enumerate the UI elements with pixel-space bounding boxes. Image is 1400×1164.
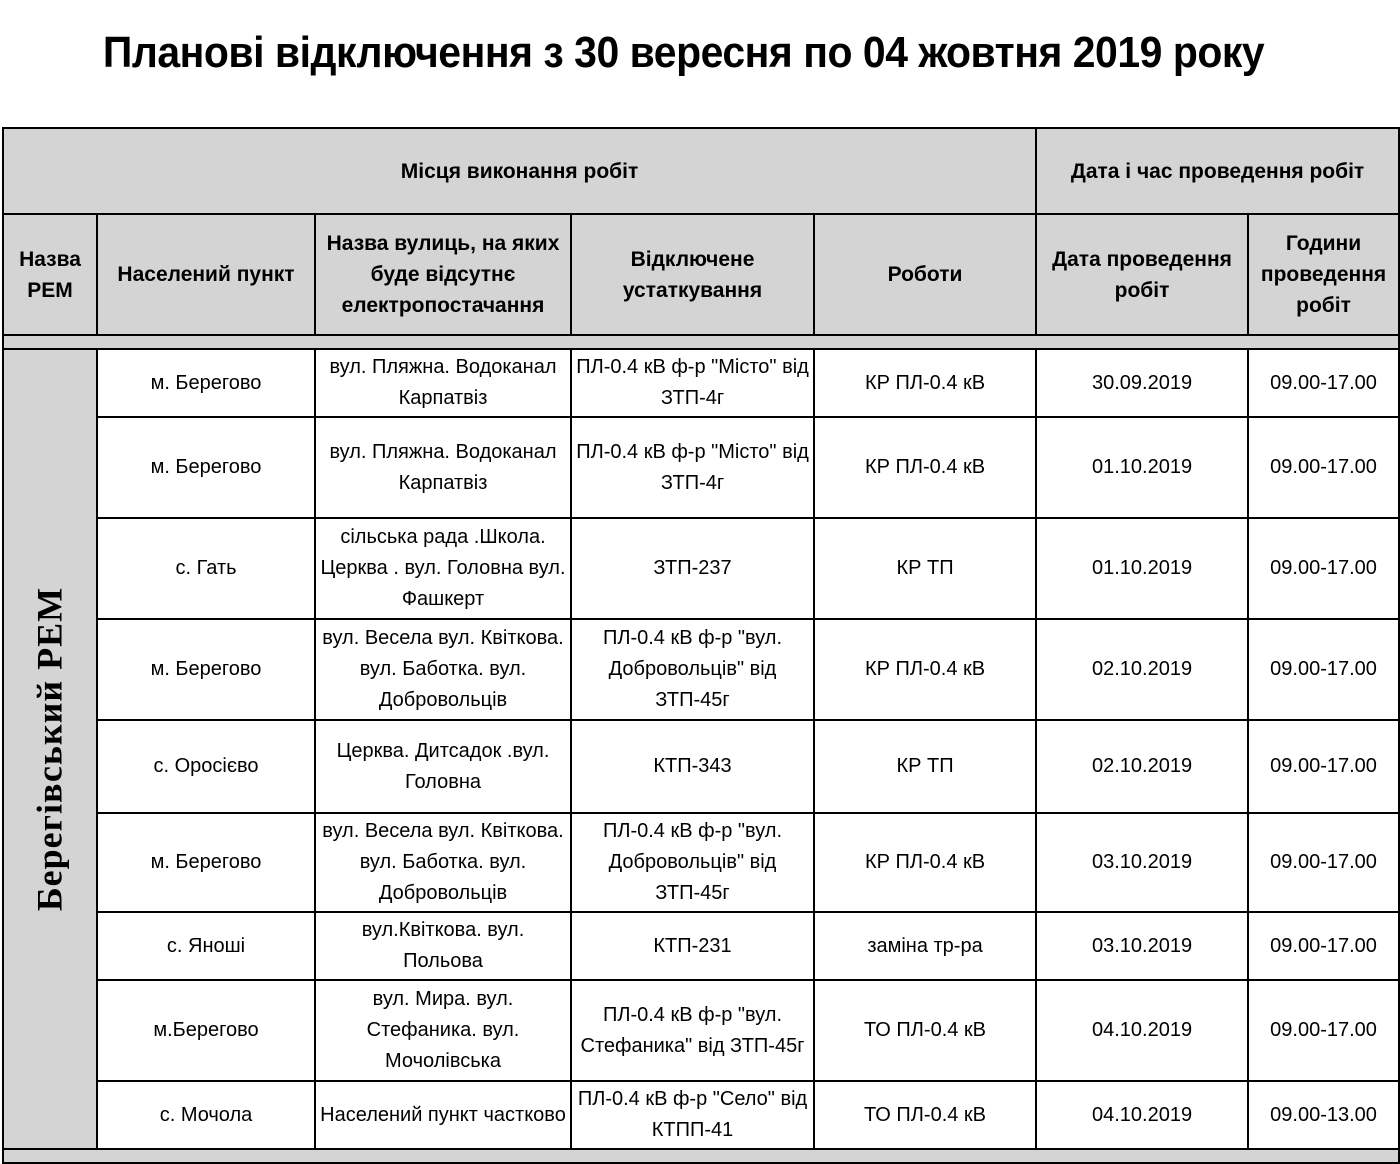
footer-row [3, 1149, 1399, 1163]
cell-streets: вул. Пляжна. Водоканал Карпатвіз [315, 417, 571, 518]
cell-date: 02.10.2019 [1036, 720, 1248, 813]
col-date-header: Дата проведення робіт [1036, 214, 1248, 335]
cell-equipment: ПЛ-0.4 кВ ф-р "вул. Добровольців" від ЗТП-45г [571, 619, 814, 720]
cell-works: КР ПЛ-0.4 кВ [814, 417, 1036, 518]
cell-settlement: с. Мочола [97, 1081, 315, 1149]
table-row [3, 1081, 1399, 1149]
cell-equipment: ПЛ-0.4 кВ ф-р "Село" від КТПП-41 [571, 1081, 814, 1149]
cell-equipment: ПЛ-0.4 кВ ф-р "Місто" від ЗТП-4г [571, 417, 814, 518]
cell-hours: 09.00-17.00 [1248, 912, 1399, 980]
page-title: Планові відключення з 30 вересня по 04 жовтня 2019 року [102, 28, 1265, 77]
cell-equipment: КТП-343 [571, 720, 814, 813]
cell-streets: вул. Весела вул. Квіткова. вул. Баботка. вул. Добровольців [315, 813, 571, 912]
cell-streets: вул. Весела вул. Квіткова. вул. Баботка. вул. Добровольців [315, 619, 571, 720]
rem-name-cell [3, 349, 97, 1149]
cell-streets: Церква. Дитсадок .вул. Головна [315, 720, 571, 813]
cell-date: 03.10.2019 [1036, 813, 1248, 912]
cell-works: КР ПЛ-0.4 кВ [814, 619, 1036, 720]
cell-hours: 09.00-17.00 [1248, 518, 1399, 619]
table-row [3, 980, 1399, 1081]
cell-settlement: с. Яноші [97, 912, 315, 980]
cell-hours: 09.00-17.00 [1248, 813, 1399, 912]
cell-works: ТО ПЛ-0.4 кВ [814, 1081, 1036, 1149]
outage-schedule-table [2, 127, 1400, 1164]
cell-works: КР ТП [814, 720, 1036, 813]
cell-works: ТО ПЛ-0.4 кВ [814, 980, 1036, 1081]
rem-name: Берегівський РЕМ [29, 586, 70, 912]
col-works-header: Роботи [814, 214, 1036, 335]
cell-date: 03.10.2019 [1036, 912, 1248, 980]
cell-hours: 09.00-13.00 [1248, 1081, 1399, 1149]
table-row [3, 349, 1399, 417]
header-group-row [3, 128, 1399, 214]
table-row [3, 813, 1399, 912]
col-equipment-header: Відключене устаткування [571, 214, 814, 335]
cell-streets: Населений пункт частково [315, 1081, 571, 1149]
cell-streets: вул. Пляжна. Водоканал Карпатвіз [315, 349, 571, 417]
col-hours-header: Години проведення робіт [1248, 214, 1399, 335]
cell-settlement: с. Гать [97, 518, 315, 619]
cell-settlement: м. Берегово [97, 619, 315, 720]
cell-hours: 09.00-17.00 [1248, 619, 1399, 720]
cell-equipment: ПЛ-0.4 кВ ф-р "вул. Добровольців" від ЗТП-45г [571, 813, 814, 912]
cell-date: 04.10.2019 [1036, 980, 1248, 1081]
cell-works: КР ПЛ-0.4 кВ [814, 349, 1036, 417]
cell-equipment: ЗТП-237 [571, 518, 814, 619]
col-settlement-header: Населений пункт [97, 214, 315, 335]
header-datetime: Дата і час проведення робіт [1036, 128, 1399, 214]
cell-settlement: м. Берегово [97, 813, 315, 912]
table-row [3, 518, 1399, 619]
cell-streets: вул.Квіткова. вул. Польова [315, 912, 571, 980]
cell-works: КР ПЛ-0.4 кВ [814, 813, 1036, 912]
col-rem-header: Назва РЕМ [3, 214, 97, 335]
table-row [3, 912, 1399, 980]
cell-streets: вул. Мира. вул. Стефаника. вул. Мочолівська [315, 980, 571, 1081]
cell-hours: 09.00-17.00 [1248, 980, 1399, 1081]
cell-equipment: ПЛ-0.4 кВ ф-р "Місто" від ЗТП-4г [571, 349, 814, 417]
cell-works: КР ТП [814, 518, 1036, 619]
table-row [3, 417, 1399, 518]
table-row [3, 720, 1399, 813]
cell-streets: сільська рада .Школа. Церква . вул. Головна вул. Фашкерт [315, 518, 571, 619]
cell-equipment: ПЛ-0.4 кВ ф-р "вул. Стефаника" від ЗТП-45г [571, 980, 814, 1081]
spacer-row [3, 335, 1399, 349]
cell-settlement: м. Берегово [97, 349, 315, 417]
cell-settlement: м. Берегово [97, 417, 315, 518]
cell-works: заміна тр-ра [814, 912, 1036, 980]
cell-hours: 09.00-17.00 [1248, 720, 1399, 813]
cell-settlement: с. Оросієво [97, 720, 315, 813]
cell-date: 01.10.2019 [1036, 518, 1248, 619]
cell-date: 04.10.2019 [1036, 1081, 1248, 1149]
cell-settlement: м.Берегово [97, 980, 315, 1081]
header-places: Місця виконання робіт [3, 128, 1036, 214]
cell-date: 02.10.2019 [1036, 619, 1248, 720]
cell-hours: 09.00-17.00 [1248, 417, 1399, 518]
col-streets-header: Назва вулиць, на яких буде відсутнє електропостачання [315, 214, 571, 335]
cell-hours: 09.00-17.00 [1248, 349, 1399, 417]
header-columns-row [3, 214, 1399, 335]
cell-equipment: КТП-231 [571, 912, 814, 980]
table-row [3, 619, 1399, 720]
cell-date: 01.10.2019 [1036, 417, 1248, 518]
cell-date: 30.09.2019 [1036, 349, 1248, 417]
